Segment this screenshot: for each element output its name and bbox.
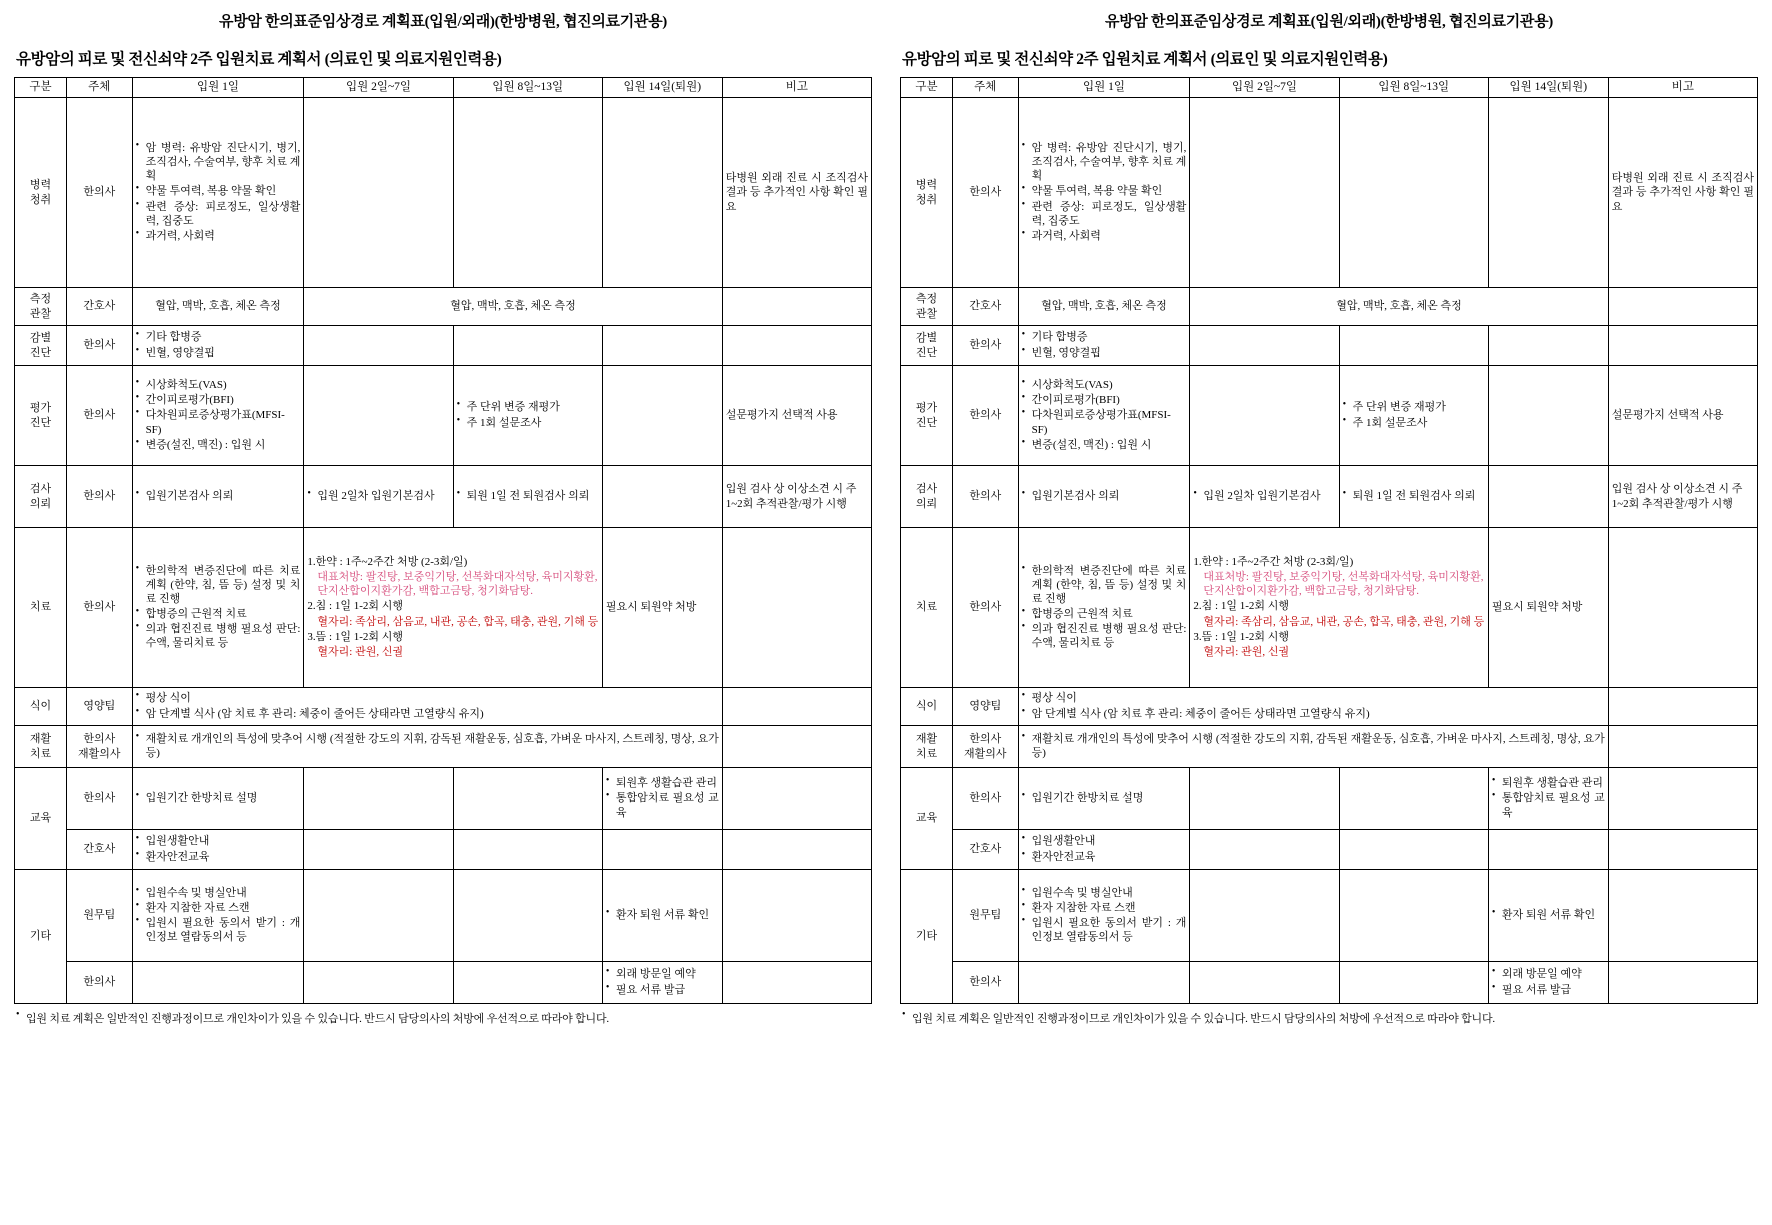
cell-history-day8-13 (453, 98, 602, 288)
list-item: • 암 단계별 식사 (암 치료 후 관리: 체중이 줄어든 상태라면 고열량식 유지) (136, 707, 719, 721)
row-gubun-etc: 기타 (901, 870, 953, 1004)
cell-assessment-day8-13 (453, 366, 602, 466)
cell-etc2-day14 (602, 962, 722, 1004)
list-item: • 입원생활안내 (1022, 834, 1187, 848)
cell-education-nurse-day14 (1488, 830, 1608, 870)
row-jooche-education-nurse: 간호사 (67, 830, 133, 870)
row-jooche-differential: 한의사 (67, 326, 133, 366)
list-item: • 시상화척도(VAS) (136, 378, 301, 392)
cell-history-day14 (602, 98, 722, 288)
treatment-line-3: 2.침 : 1일 1-2회 시행 (1193, 600, 1290, 613)
list-item: • 간이피로평가(BFI) (1022, 393, 1187, 407)
cell-differential-day8-13 (1339, 326, 1488, 366)
row-gubun-rehab: 재활 치료 (901, 726, 953, 768)
list-item: • 외래 방문일 예약 (606, 967, 719, 981)
section-title: 유방암의 피로 및 전신쇠약 2주 입원치료 계획서 (의료인 및 의료지원인력용) (16, 51, 502, 68)
list-item: • 환자안전교육 (1022, 850, 1187, 864)
list-item: • 주 1회 설문조사 (1343, 416, 1485, 430)
col-day14: 입원 14일(퇴원) (1488, 78, 1608, 98)
cell-monitoring-merged: 혈압, 맥박, 호흡, 체온 측정 (304, 288, 722, 326)
cell-education-day14 (1488, 768, 1608, 830)
cell-diet-bigo (1608, 688, 1757, 726)
table-row (901, 366, 1758, 466)
cell-history-day2-7 (304, 98, 453, 288)
list-item: • 평상 식이 (136, 691, 719, 705)
cell-assessment-day14 (1488, 366, 1608, 466)
table-row (15, 528, 872, 688)
list-item: • 과거력, 사회력 (1022, 229, 1187, 243)
col-bigo: 비고 (1608, 78, 1757, 98)
cell-assessment-day1 (1018, 366, 1190, 466)
row-gubun-differential: 감별 진단 (901, 326, 953, 366)
cell-education-nurse-day8-13 (453, 830, 602, 870)
cell-exam-day14 (1488, 466, 1608, 528)
row-gubun-differential: 감별 진단 (15, 326, 67, 366)
treatment-line-3: 2.침 : 1일 1-2회 시행 (307, 600, 404, 613)
row-gubun-treatment: 치료 (901, 528, 953, 688)
table-row (901, 288, 1758, 326)
cell-treatment-day1 (1018, 528, 1190, 688)
list-item: • 퇴원 1일 전 퇴원검사 의뢰 (1343, 489, 1485, 503)
cell-diet (132, 688, 722, 726)
list-item: • 퇴원후 생활습관 관리 (1492, 776, 1605, 790)
cell-exam-day1 (132, 466, 304, 528)
cell-treatment-day1 (132, 528, 304, 688)
table-header-row (901, 78, 1758, 98)
list-item: • 한의학적 변증진단에 따른 치료계획 (한약, 침, 뜸 등) 설정 및 치료 진행 (136, 564, 301, 606)
treatment-line-2: 대표처방: 팔진탕, 보중익기탕, 선복화대자석탕, 육미지황환, 단지산합이지환가감, 백합고금탕, 청기화담탕. (1203, 571, 1484, 598)
row-jooche-education-nurse: 간호사 (953, 830, 1019, 870)
treatment-line-6: 혈자리: 관원, 신궐 (1203, 645, 1290, 658)
footnote-2: • 입원 치료 계획은 일반적인 진행과정이므로 개인차이가 있을 수 있습니다. 반드시 담당의사의 처방에 우선적으로 따라야 합니다. (900, 1010, 1758, 1026)
row-jooche-history: 한의사 (953, 98, 1019, 288)
row-gubun-exam: 검사 의뢰 (901, 466, 953, 528)
table-row (901, 962, 1758, 1004)
table-row (901, 326, 1758, 366)
cell-differential-day1 (1018, 326, 1190, 366)
table-row (15, 688, 872, 726)
list-item: • 주 단위 변증 재평가 (457, 400, 599, 414)
cell-treatment-protocol (1190, 528, 1488, 688)
cell-treatment-bigo (722, 528, 871, 688)
cell-differential-day14 (1488, 326, 1608, 366)
list-item: • 입원수속 및 병실안내 (136, 886, 301, 900)
list-item: • 재활치료 개개인의 특성에 맞추어 시행 (적절한 강도의 지휘, 감독된 재활운동, 심호흡, 가벼운 마사지, 스트레칭, 명상, 요가 등) (136, 732, 719, 760)
list-item: • 의과 협진진료 병행 필요성 판단: 수액, 물리치료 등 (1022, 622, 1187, 650)
cell-education-bigo (1608, 768, 1757, 830)
cell-differential-bigo (1608, 326, 1757, 366)
list-item: • 의과 협진진료 병행 필요성 판단: 수액, 물리치료 등 (136, 622, 301, 650)
cell-education-nurse-bigo (722, 830, 871, 870)
cell-history-day1 (1018, 98, 1190, 288)
list-item: • 빈혈, 영양결핍 (1022, 346, 1187, 360)
list-item: • 입원수속 및 병실안내 (1022, 886, 1187, 900)
row-gubun-monitoring: 측정 관찰 (15, 288, 67, 326)
cell-assessment-bigo: 설문평가지 선택적 사용 (1608, 366, 1757, 466)
list-item: • 외래 방문일 예약 (1492, 967, 1605, 981)
list-item: • 암 병력: 유방암 진단시기, 병기, 조직검사, 수술여부, 향후 치료 계획 (136, 141, 301, 183)
row-jooche-history: 한의사 (67, 98, 133, 288)
col-day1: 입원 1일 (132, 78, 304, 98)
table-row (901, 528, 1758, 688)
care-plan-table (14, 77, 872, 1004)
cell-education-day8-13 (1339, 768, 1488, 830)
row-jooche-assessment: 한의사 (953, 366, 1019, 466)
list-item: • 입원기간 한방치료 설명 (136, 791, 301, 805)
cell-rehab-bigo (722, 726, 871, 768)
cell-education-day2-7 (304, 768, 453, 830)
cell-education-day1 (132, 768, 304, 830)
table-row (901, 726, 1758, 768)
cell-etc-day14 (1488, 870, 1608, 962)
table-row (901, 466, 1758, 528)
list-item: • 평상 식이 (1022, 691, 1605, 705)
list-item: • 환자안전교육 (136, 850, 301, 864)
cell-differential-bigo (722, 326, 871, 366)
col-day8-13: 입원 8일~13일 (453, 78, 602, 98)
cell-exam-day1 (1018, 466, 1190, 528)
table-row (15, 870, 872, 962)
col-bigo: 비고 (722, 78, 871, 98)
table-row (15, 98, 872, 288)
cell-etc2-day8-13 (1339, 962, 1488, 1004)
cell-assessment-day14 (602, 366, 722, 466)
table-row (15, 830, 872, 870)
cell-exam-day2-7 (1190, 466, 1339, 528)
cell-etc-day2-7 (304, 870, 453, 962)
cell-history-bigo: 타병원 외래 진료 시 조직검사 결과 등 추가적인 사항 확인 필요 (1608, 98, 1757, 288)
cell-assessment-bigo: 설문평가지 선택적 사용 (722, 366, 871, 466)
row-gubun-diet: 식이 (901, 688, 953, 726)
row-jooche-rehab: 한의사 재활의사 (67, 726, 133, 768)
cell-treatment-bigo (1608, 528, 1757, 688)
cell-etc2-day2-7 (304, 962, 453, 1004)
row-jooche-differential: 한의사 (953, 326, 1019, 366)
cell-assessment-day8-13 (1339, 366, 1488, 466)
cell-differential-day14 (602, 326, 722, 366)
cell-etc-bigo (722, 870, 871, 962)
list-item: • 재활치료 개개인의 특성에 맞추어 시행 (적절한 강도의 지휘, 감독된 재활운동, 심호흡, 가벼운 마사지, 스트레칭, 명상, 요가 등) (1022, 732, 1605, 760)
col-gubun: 구분 (901, 78, 953, 98)
row-gubun-assessment: 평가 진단 (901, 366, 953, 466)
cell-exam-day8-13 (453, 466, 602, 528)
col-day8-13: 입원 8일~13일 (1339, 78, 1488, 98)
row-gubun-treatment: 치료 (15, 528, 67, 688)
cell-etc2-day8-13 (453, 962, 602, 1004)
list-item: • 입원 2일차 입원기본검사 (1193, 489, 1335, 503)
list-item: • 빈혈, 영양결핍 (136, 346, 301, 360)
cell-education-nurse-bigo (1608, 830, 1757, 870)
row-jooche-etc-doctor: 한의사 (67, 962, 133, 1004)
cell-etc2-day2-7 (1190, 962, 1339, 1004)
row-jooche-education-doctor: 한의사 (953, 768, 1019, 830)
col-jooche: 주체 (67, 78, 133, 98)
cell-history-day2-7 (1190, 98, 1339, 288)
table-row (15, 726, 872, 768)
cell-treatment-day14: 필요시 퇴원약 처방 (1488, 528, 1608, 688)
cell-monitoring-bigo (1608, 288, 1757, 326)
row-jooche-etc-admin: 원무팀 (953, 870, 1019, 962)
list-item: • 퇴원후 생활습관 관리 (606, 776, 719, 790)
cell-education-day1 (1018, 768, 1190, 830)
row-gubun-etc: 기타 (15, 870, 67, 1004)
list-item: • 입원시 필요한 동의서 받기 : 개인정보 열람동의서 등 (1022, 916, 1187, 944)
list-item: • 다차원피로증상평가표(MFSI-SF) (1022, 408, 1187, 436)
row-jooche-exam: 한의사 (67, 466, 133, 528)
cell-monitoring-bigo (722, 288, 871, 326)
cell-assessment-day2-7 (1190, 366, 1339, 466)
treatment-line-2: 대표처방: 팔진탕, 보중익기탕, 선복화대자석탕, 육미지황환, 단지산합이지환가감, 백합고금탕, 청기화담탕. (317, 571, 598, 598)
treatment-line-4: 혈자리: 족삼리, 삼음교, 내관, 공손, 합곡, 태충, 관원, 기해 등 (1203, 615, 1485, 628)
list-item: • 기타 합병증 (136, 330, 301, 344)
cell-etc-bigo (1608, 870, 1757, 962)
list-item: • 통합암치료 필요성 교육 (606, 791, 719, 819)
cell-education-nurse-day1 (1018, 830, 1190, 870)
treatment-line-6: 혈자리: 관원, 신궐 (317, 645, 404, 658)
list-item: • 주 1회 설문조사 (457, 416, 599, 430)
cell-etc-day8-13 (453, 870, 602, 962)
table-row (901, 830, 1758, 870)
list-item: • 변증(설진, 맥진) : 입원 시 (136, 438, 301, 452)
cell-rehab (1018, 726, 1608, 768)
list-item: • 다차원피로증상평가표(MFSI-SF) (136, 408, 301, 436)
cell-education-nurse-day8-13 (1339, 830, 1488, 870)
cell-etc-day14 (602, 870, 722, 962)
list-item: • 기타 합병증 (1022, 330, 1187, 344)
table-row (15, 768, 872, 830)
row-gubun-education: 교육 (15, 768, 67, 870)
list-item: • 입원기간 한방치료 설명 (1022, 791, 1187, 805)
row-gubun-history: 병력 청취 (15, 98, 67, 288)
cell-rehab (132, 726, 722, 768)
row-gubun-monitoring: 측정 관찰 (901, 288, 953, 326)
row-jooche-etc-doctor: 한의사 (953, 962, 1019, 1004)
cell-monitoring-merged: 혈압, 맥박, 호흡, 체온 측정 (1190, 288, 1608, 326)
table-row (15, 962, 872, 1004)
row-jooche-treatment: 한의사 (67, 528, 133, 688)
col-gubun: 구분 (15, 78, 67, 98)
row-jooche-monitoring: 간호사 (67, 288, 133, 326)
treatment-line-4: 혈자리: 족삼리, 삼음교, 내관, 공손, 합곡, 태충, 관원, 기해 등 (317, 615, 599, 628)
row-jooche-etc-admin: 원무팀 (67, 870, 133, 962)
table-row (901, 870, 1758, 962)
cell-treatment-day14: 필요시 퇴원약 처방 (602, 528, 722, 688)
cell-exam-day2-7 (304, 466, 453, 528)
list-item: • 필요 서류 발급 (606, 983, 719, 997)
list-item: • 암 병력: 유방암 진단시기, 병기, 조직검사, 수술여부, 향후 치료 계획 (1022, 141, 1187, 183)
cell-monitoring-day1: 혈압, 맥박, 호흡, 체온 측정 (1018, 288, 1190, 326)
cell-history-day14 (1488, 98, 1608, 288)
cell-monitoring-day1: 혈압, 맥박, 호흡, 체온 측정 (132, 288, 304, 326)
cell-education-nurse-day2-7 (1190, 830, 1339, 870)
list-item: • 입원시 필요한 동의서 받기 : 개인정보 열람동의서 등 (136, 916, 301, 944)
cell-differential-day2-7 (304, 326, 453, 366)
col-day2-7: 입원 2일~7일 (304, 78, 453, 98)
table-row (901, 98, 1758, 288)
list-item: • 입원기본검사 의뢰 (136, 489, 301, 503)
treatment-line-5: 3.뜸 : 1일 1-2회 시행 (307, 630, 404, 643)
cell-assessment-day1 (132, 366, 304, 466)
cell-exam-day14 (602, 466, 722, 528)
list-item: • 변증(설진, 맥진) : 입원 시 (1022, 438, 1187, 452)
treatment-line-5: 3.뜸 : 1일 1-2회 시행 (1193, 630, 1290, 643)
list-item: • 약물 투여력, 복용 약물 확인 (136, 184, 301, 198)
cell-history-bigo: 타병원 외래 진료 시 조직검사 결과 등 추가적인 사항 확인 필요 (722, 98, 871, 288)
cell-etc2-bigo (1608, 962, 1757, 1004)
cell-etc2-day14 (1488, 962, 1608, 1004)
cell-education-nurse-day14 (602, 830, 722, 870)
table-header-row (15, 78, 872, 98)
list-item: • 관련 증상: 피로정도, 일상생활력, 집중도 (136, 200, 301, 228)
cell-exam-bigo: 입원 검사 상 이상소견 시 주 1~2회 추적관찰/평가 시행 (722, 466, 871, 528)
row-gubun-education: 교육 (901, 768, 953, 870)
row-jooche-assessment: 한의사 (67, 366, 133, 466)
list-item: • 관련 증상: 피로정도, 일상생활력, 집중도 (1022, 200, 1187, 228)
col-day1: 입원 1일 (1018, 78, 1190, 98)
list-item: • 통합암치료 필요성 교육 (1492, 791, 1605, 819)
cell-etc2-day1 (1018, 962, 1190, 1004)
list-item: • 환자 지참한 자료 스캔 (136, 901, 301, 915)
cell-rehab-bigo (1608, 726, 1757, 768)
cell-education-day2-7 (1190, 768, 1339, 830)
list-item: • 간이피로평가(BFI) (136, 393, 301, 407)
cell-education-day8-13 (453, 768, 602, 830)
table-row (901, 688, 1758, 726)
row-gubun-rehab: 재활 치료 (15, 726, 67, 768)
row-gubun-assessment: 평가 진단 (15, 366, 67, 466)
cell-etc2-bigo (722, 962, 871, 1004)
document-header-title: 유방암 한의표준임상경로 계획표(입원/외래)(한방병원, 협진의료기관용) (219, 14, 667, 30)
list-item: • 입원생활안내 (136, 834, 301, 848)
list-item: • 암 단계별 식사 (암 치료 후 관리: 체중이 줄어든 상태라면 고열량식 유지) (1022, 707, 1605, 721)
list-item: • 합병증의 근원적 치료 (1022, 607, 1187, 621)
col-day2-7: 입원 2일~7일 (1190, 78, 1339, 98)
cell-exam-day8-13 (1339, 466, 1488, 528)
list-item: • 필요 서류 발급 (1492, 983, 1605, 997)
page-right (886, 0, 1772, 1225)
section-title-2: 유방암의 피로 및 전신쇠약 2주 입원치료 계획서 (의료인 및 의료지원인력용) (902, 51, 1388, 68)
cell-exam-bigo: 입원 검사 상 이상소견 시 주 1~2회 추적관찰/평가 시행 (1608, 466, 1757, 528)
row-jooche-exam: 한의사 (953, 466, 1019, 528)
row-gubun-history: 병력 청취 (901, 98, 953, 288)
cell-etc-day2-7 (1190, 870, 1339, 962)
list-item: • 한의학적 변증진단에 따른 치료계획 (한약, 침, 뜸 등) 설정 및 치료 진행 (1022, 564, 1187, 606)
table-row (901, 768, 1758, 830)
col-day14: 입원 14일(퇴원) (602, 78, 722, 98)
list-item: • 과거력, 사회력 (136, 229, 301, 243)
row-gubun-exam: 검사 의뢰 (15, 466, 67, 528)
cell-treatment-protocol (304, 528, 602, 688)
list-item: • 약물 투여력, 복용 약물 확인 (1022, 184, 1187, 198)
cell-history-day1 (132, 98, 304, 288)
row-jooche-diet: 영양팀 (953, 688, 1019, 726)
cell-education-day14 (602, 768, 722, 830)
row-jooche-rehab: 한의사 재활의사 (953, 726, 1019, 768)
document-header-title-2: 유방암 한의표준임상경로 계획표(입원/외래)(한방병원, 협진의료기관용) (1105, 14, 1553, 30)
col-jooche: 주체 (953, 78, 1019, 98)
treatment-line-1: 1.한약 : 1주~2주간 처방 (2-3회/일) (307, 556, 468, 569)
cell-education-nurse-day2-7 (304, 830, 453, 870)
cell-education-bigo (722, 768, 871, 830)
list-item: • 입원 2일차 입원기본검사 (307, 489, 449, 503)
table-row (15, 366, 872, 466)
cell-assessment-day2-7 (304, 366, 453, 466)
cell-etc-day8-13 (1339, 870, 1488, 962)
table-row (15, 466, 872, 528)
cell-diet (1018, 688, 1608, 726)
cell-history-day8-13 (1339, 98, 1488, 288)
table-row (15, 326, 872, 366)
footnote: • 입원 치료 계획은 일반적인 진행과정이므로 개인차이가 있을 수 있습니다. 반드시 담당의사의 처방에 우선적으로 따라야 합니다. (14, 1010, 872, 1026)
row-jooche-monitoring: 간호사 (953, 288, 1019, 326)
list-item: • 합병증의 근원적 치료 (136, 607, 301, 621)
list-item: • 환자 퇴원 서류 확인 (606, 908, 719, 922)
cell-etc-day1 (1018, 870, 1190, 962)
cell-differential-day2-7 (1190, 326, 1339, 366)
cell-differential-day1 (132, 326, 304, 366)
treatment-line-1: 1.한약 : 1주~2주간 처방 (2-3회/일) (1193, 556, 1354, 569)
row-jooche-education-doctor: 한의사 (67, 768, 133, 830)
list-item: • 환자 지참한 자료 스캔 (1022, 901, 1187, 915)
care-plan-table-2 (900, 77, 1758, 1004)
cell-differential-day8-13 (453, 326, 602, 366)
row-gubun-diet: 식이 (15, 688, 67, 726)
list-item: • 환자 퇴원 서류 확인 (1492, 908, 1605, 922)
list-item: • 입원기본검사 의뢰 (1022, 489, 1187, 503)
list-item: • 시상화척도(VAS) (1022, 378, 1187, 392)
table-row (15, 288, 872, 326)
cell-etc-day1 (132, 870, 304, 962)
cell-etc2-day1 (132, 962, 304, 1004)
cell-education-nurse-day1 (132, 830, 304, 870)
cell-diet-bigo (722, 688, 871, 726)
list-item: • 퇴원 1일 전 퇴원검사 의뢰 (457, 489, 599, 503)
row-jooche-treatment: 한의사 (953, 528, 1019, 688)
list-item: • 주 단위 변증 재평가 (1343, 400, 1485, 414)
row-jooche-diet: 영양팀 (67, 688, 133, 726)
